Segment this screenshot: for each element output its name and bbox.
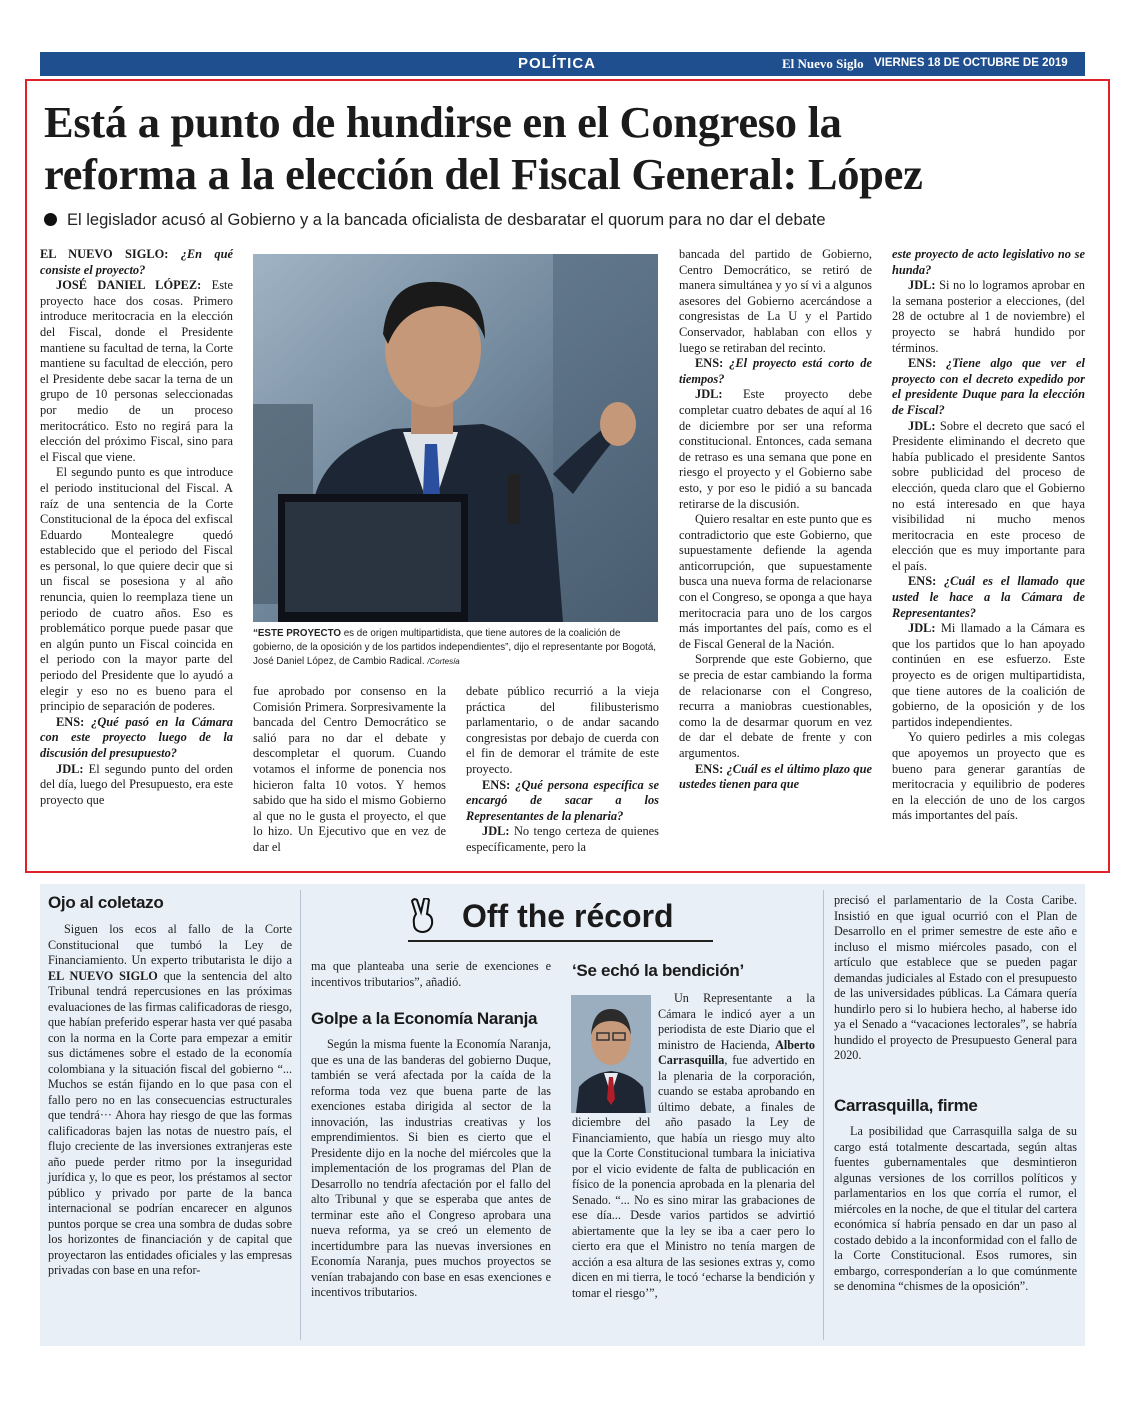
ojo-al-coletazo-body: [48, 922, 292, 1279]
title-underline: [408, 940, 713, 942]
answer-text: Este proyecto hace dos cosas. Primero introduce meritocracia en la elección del Fiscal, donde el Presidente mantiene su facultad de terna, la Corte mantiene su facultad de elección, pero el Presidente debe sacar la terna de un grupo de 10 personas seleccionadas por medio de un proceso meritocrático. Esto no regirá para la elección del próximo Fiscal, sino para el Fiscal que viene.: [40, 278, 233, 464]
section-name: POLÍTICA: [518, 55, 596, 72]
answer-text: Si no lo logramos aprobar en la semana posterior a elecciones, (del 28 de octubre al 1 de noviembre) el proyecto se habrá hundido por términos.: [892, 278, 1085, 355]
question-text: ¿El proyecto está corto de tiempos?: [679, 356, 872, 386]
headline-line-1: Está a punto de hundirse en el Congreso la: [44, 97, 842, 147]
interviewer-label: ENS:: [56, 714, 85, 729]
publication-name: El Nuevo Siglo: [782, 56, 864, 71]
off-the-record-title: Off the récord: [462, 898, 674, 934]
question-text: ¿Qué pasó en la Cámara con este proyecto luego de la discusión del presupuesto?: [40, 714, 233, 760]
carrasquilla-firme-title: Carrasquilla, firme: [834, 1096, 978, 1115]
victory-hand-icon: [408, 898, 438, 939]
paragraph: que la sentencia del alto Tribunal tendrá repercusiones en las próximas evaluaciones de las firmas calificadoras de riesgo, que habían preferido esperar hasta ver qué pasaba con la norma en la Corte para empezar a emitir sus dictámenes sobre el estado de la economía colombiana y la situación fiscal del gobierno “... Muchos se están fijando en lo que pasa con el fallo pero no en las consecuencias estructurales que tendrá··· Ahora hay riesgo de que las formas calificadoras bajen las notas de nuestro país, el flujo creciente de las inversiones extranjeras este año puede perder ritmo por la inseguridad jurídica y, lo que es peor, los préstamos al sector público y privado por parte de la banca internacional se podrían encarecer en algunos puntos porque se crea una sombra de dudas sobre los horizontes de financiación y de capital que proyectaron las entidades oficiales y las empresas privadas con base en una refor-: [48, 968, 292, 1277]
interviewee-label: JDL:: [695, 387, 723, 402]
bendicion-continuation: [834, 893, 1077, 1064]
carrasquilla-firme-body: [834, 1124, 1077, 1295]
article-headline: [44, 96, 1094, 200]
question-text: ¿Qué persona específica se encargó de sacar a los Representantes de la plenaria?: [466, 777, 659, 823]
question-text: ¿En qué consiste el proyecto?: [40, 247, 233, 277]
issue-date: VIERNES 18 DE OCTUBRE DE 2019: [874, 57, 1068, 69]
interviewee-label: JDL:: [908, 418, 936, 433]
paragraph: fue aprobado por consenso en la Comisión Primera. Sorpresivamente la bancada del Centro Democrático se salió para no dar el debate y descompletar el quorum. Cuando votamos el informe de ponencia nos hicieron falta 10 votos. Y hemos sabido que ha sido el mismo Gobierno al que no le gusta el proyecto, el que lo hizo. Un Ejecutivo que en vez de dar el: [253, 684, 446, 854]
portrait-wrap-space: [572, 991, 658, 1115]
caption-text: es de origen multipartidista, que tiene autores de la coalición de gobierno, de la oposición y de los partidos independientes”, dijo el representante por Bogotá, José Daniel López, de Cambio Radical.: [253, 628, 657, 667]
bullet-dot-icon: [44, 213, 57, 226]
paragraph: Según la misma fuente la Economía Naranja, que es una de las banderas del gobierno Duque, también se verá afectada por la caída de la reforma toda vez que buena parte de las exenciones estaba dirigida al sector de la innovación, las industrias creativas y los emprendimientos. Si bien es cierto que el Presidente dijo en la noche del miércoles que la implementación de los programas del Plan de Desarrollo no tendría afectación por el fallo del alto Tribunal y que se esperaba que antes de terminar este año el Congreso aprobara una nueva reforma, ya se creó un elemento de incertidumbre para las nuevas inversiones en Economía Naranja, pues muchos proyectos se venían trabajando con base en esas exenciones e incentivos tributarios.: [311, 1037, 551, 1299]
article-column-5: [892, 247, 1085, 824]
article-subhead: [44, 211, 826, 230]
minister-name: Alberto Carrasquilla: [658, 1037, 815, 1067]
answer-text: Sobre el decreto que sacó el Presidente eliminando el decreto que había publicado el presidente Santos sobre publicidad del proceso de elección, queda claro que el Gobierno no está interesado en que haya visibilidad ni mucho menos meritocracia en este proceso de elección que es muy importante para el país.: [892, 418, 1085, 573]
article-column-4: [679, 247, 872, 793]
question-text: ¿Cuál es el llamado que usted le hace a la Cámara de Representantes?: [892, 574, 1085, 620]
caption-credit: /Cortesía: [427, 657, 460, 666]
column-divider: [823, 890, 824, 1340]
golpe-economia-naranja-title: Golpe a la Economía Naranja: [311, 1009, 538, 1028]
article-column-1: [40, 247, 233, 808]
interviewee-label: JDL:: [482, 824, 510, 839]
paragraph: debate público recurrió a la vieja práctica del filibusterismo parlamentario, o de andar sacando congresistas por debajo de cuerda con el fin de demorar el trámite de este proyecto.: [466, 684, 659, 776]
paragraph: bancada del partido de Gobierno, Centro Democrático, se retiró de manera simultánea y yo sí vi a algunos asesores del Gobierno acercándose a congresistas de La U y el Partido Conservador, hablaban con ellos y luego se retiraban del recinto.: [679, 247, 872, 355]
column-divider: [300, 890, 301, 1340]
page-header-bar: [40, 52, 1118, 76]
interviewee-label: JDL:: [908, 621, 936, 636]
paragraph: La posibilidad que Carrasquilla salga de su cargo está totalmente descartada, según altas fuentes gubernamentales que desmintieron algunas versiones de los corrillos políticos y parlamentarios en los que corría el rumor, el miércoles en la noche, de que el titular del cartera económica sí habría pensado en dar un paso al costado debido a la inconformidad con el fallo de la Corte Constitucional. Esos rumores, sin embargo, corresponderían a lo que comúnmente se denomina “chismes de la oposición”.: [834, 1124, 1077, 1293]
question-text: ¿Tiene algo que ver el proyecto con el decreto expedido por el presidente Duque para la elección de Fiscal?: [892, 356, 1085, 417]
interviewer-label: ENS:: [695, 356, 724, 371]
page-number: 13A: [1086, 54, 1118, 73]
paragraph: El segundo punto es que introduce el periodo institucional del Fiscal. A raíz de una sentencia de la Corte Constitucional de la época del exfiscal Eduardo Montealegre quedó establecido que el periodo del Fiscal es personal, lo que quiere decir que si un fiscal se posesiona y al año renuncia, quien lo reemplaza tiene un periodo de cuatro años. Eso es problemático porque puede pasar que en algún punto un Fiscal coincida en el periodo con la mayor parte del periodo del Presidente que lo ayudó a elegir y eso no es bueno para el principio de separación de poderes.: [40, 465, 233, 714]
interviewee-label: JDL:: [56, 761, 84, 776]
article-photo: [253, 254, 658, 622]
paragraph: , fue advertido en la plenaria de la corporación, cuando se estaba aprobando en último debate, a finales de diciembre del año pasado la Ley de Financiamiento, que había un riesgo muy alto que la Corte Constitucional tumbara la iniciativa por el vicio evidente de falta de publicación en físico de la ponencia aprobada en la plenaria del Senado. “... No es sino mirar las grabaciones de ese día... Desde varios partidos se advirtió abiertamente que la ley se iba a caer pero lo cierto era que el Ministro no tenía margen de acción a esa altura de las sesiones extras y, como dicen en mi tierra, le tocó ‘echarse la bendición y tomar el riesgo’”,: [572, 1053, 815, 1300]
headline-line-2: reforma a la elección del Fiscal General: López: [44, 149, 923, 199]
naranja-continuation: [311, 959, 551, 990]
interviewer-label: ENS:: [695, 761, 724, 776]
paragraph: ma que planteaba una serie de exenciones e incentivos tributarios”, añadió.: [311, 959, 551, 989]
answer-text: Mi llamado a la Cámara es que los partidos que lo han apoyado continúen en ese esfuerzo. Este proyecto es de origen multipartidista, que tiene autores de la coalición de gobierno, de la oposición y de los partidos independientes.: [892, 621, 1085, 729]
paragraph: Un Representante a la Cámara le indicó ayer a un periodista de este Diario que el ministro de Hacienda,: [658, 991, 815, 1052]
article-column-2: [253, 684, 446, 856]
se-echo-la-bendicion-body: [572, 991, 815, 1341]
congressman-photo-illustration: [253, 254, 658, 622]
interviewee-label: JOSÉ DANIEL LÓPEZ:: [56, 278, 202, 293]
answer-text: El segundo punto del orden del día, luego del Presupuesto, era este proyecto que: [40, 761, 233, 807]
interviewer-label: ENS:: [908, 356, 937, 371]
newspaper-name: EL NUEVO SIGLO: [48, 968, 158, 983]
paragraph: precisó el parlamentario de la Costa Caribe. Insistió en que igual ocurrió con el Plan de Desarrollo en el primer semestre de este año e incluso el mismo miércoles pasado, con el artículo que establece que se pueden pagar demandas judiciales al Estado con el presupuesto de las universidades públicas. La Cámara quería hundirlo pero si lo hubiera hecho, al haberse ido ya el Senado a “vacaciones lectorales”, se habría hundido el proyecto de Presupuesto General para 2020.: [834, 893, 1077, 1062]
paragraph: Sorprende que este Gobierno, que se precia de estar cambiando la forma de relacionarse con el Congreso, recurra a maniobras cuestionables, como la de desarmar quorum en vez de dar el debate de frente y con argumentos.: [679, 652, 872, 760]
interviewer-label: ENS:: [908, 574, 937, 589]
golpe-economia-naranja-body: [311, 1037, 551, 1301]
question-text: ¿Cuál es el último plazo que ustedes tienen para que: [679, 761, 872, 792]
se-echo-la-bendicion-title: ‘Se echó la bendición’: [572, 961, 744, 980]
subhead-text: El legislador acusó al Gobierno y a la bancada oficialista de desbaratar el quorum para no dar el debate: [67, 211, 826, 229]
interviewee-label: JDL:: [908, 278, 936, 293]
question-text: este proyecto de acto legislativo no se hunda?: [892, 247, 1085, 277]
photo-caption: [253, 627, 661, 669]
paragraph: Yo quiero pedirles a mis colegas que apoyemos un proyecto que es bueno para generar garantías de meritocracia y equilibrio de poderes en la elección de uno de los cargos más importantes del país.: [892, 730, 1085, 823]
answer-text: No tengo certeza de quienes específicamente, pero la: [466, 824, 659, 854]
answer-text: Este proyecto debe completar cuatro debates de aquí al 16 de diciembre por ser una reforma constitucional. Entonces, cada semana de retraso es una semana que pone en riesgo el proyecto y el Gobierno sabe esto, y por eso le pidió a su bancada retirarse de la discusión.: [679, 387, 872, 511]
interviewer-label: EL NUEVO SIGLO:: [40, 247, 169, 261]
paragraph: Siguen los ecos al fallo de la Corte Constitucional que tumbó la Ley de Financiamiento. Un experto tributarista le dijo a: [48, 922, 292, 967]
paragraph: Quiero resaltar en este punto que es contradictorio que este Gobierno, que supuestamente defiende la agenda anticorrupción, que supuestamente busca una nueva forma de relacionarse con el Congreso, se oponga a que haya meritocracia para uno de los cargos más importantes del país, como es el de Fiscal General de la Nación.: [679, 512, 872, 651]
article-column-3: [466, 684, 659, 856]
ojo-al-coletazo-title: Ojo al coletazo: [48, 893, 164, 912]
interviewer-label: ENS:: [482, 777, 511, 792]
caption-lead: “ESTE PROYECTO: [253, 628, 342, 639]
